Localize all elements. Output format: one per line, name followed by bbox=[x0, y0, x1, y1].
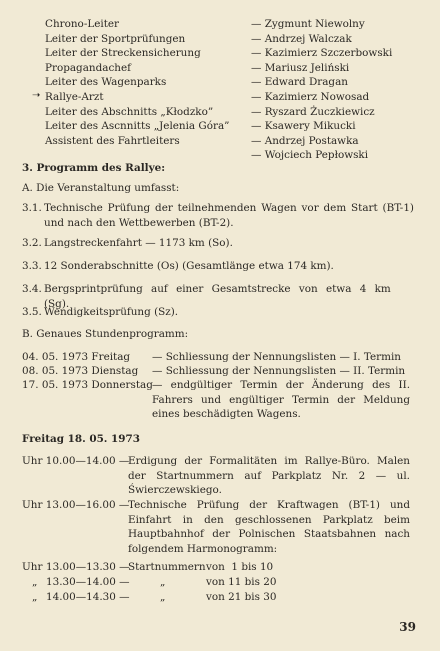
start-time: 13.00—13.30 — bbox=[46, 561, 130, 573]
staff-role: Leiter der Sportprüfungen bbox=[45, 32, 186, 45]
start-range: von 1 bis 10 bbox=[206, 561, 274, 573]
staff-role: Assistent des Fahrtleiters bbox=[45, 134, 180, 147]
start-range: von 21 bis 30 bbox=[206, 591, 277, 603]
item-number: 3.1. bbox=[22, 202, 42, 214]
timeline-date: 08. 05. 1973 Dienstag bbox=[22, 365, 139, 377]
timeline-row bbox=[22, 378, 410, 423]
item-number: 3.2. bbox=[22, 237, 42, 249]
staff-name: — Mariusz Jeliński bbox=[251, 61, 350, 74]
item-number: 3.3. bbox=[22, 260, 42, 272]
program-item bbox=[22, 282, 414, 310]
item-text: Technische Prüfung der teilnehmenden Wagen vor dem Start (BT-1) und nach den Wettbewerben (BT-2). bbox=[44, 202, 414, 229]
staff-name: — Andrzej Walczak bbox=[251, 32, 352, 45]
start-range: von 11 bis 20 bbox=[206, 576, 277, 588]
section-a-title: A. Die Veranstaltung umfasst: bbox=[22, 182, 180, 194]
staff-name: — Andrzej Postawka bbox=[251, 134, 359, 147]
timeline-event: — endgültiger Termin der Änderung des II. Fahrers und engültiger Termin der Meldung eines beschädigten Wagens. bbox=[152, 379, 410, 421]
schedule-entry bbox=[22, 454, 412, 499]
staff-name: — Zygmunt Niewolny bbox=[251, 18, 365, 30]
schedule-time: Uhr 13.00—16.00 — bbox=[22, 499, 130, 511]
schedule-text: Technische Prüfung der Kraftwagen (BT-1) und Einfahrt in den geschlossenen Parkplatz beim Hauptbahnhof der Polnischen Staatsbahnen nach folgendem Harmonogramm: bbox=[128, 499, 410, 555]
item-text: Bergsprintprüfung auf einer Gesamtstrecke von etwa 4 km (Sg). bbox=[44, 283, 391, 310]
staff-name: — Kazimierz Nowosad bbox=[251, 90, 370, 103]
start-label: „ bbox=[160, 591, 166, 603]
schedule-time: Uhr 10.00—14.00 — bbox=[22, 455, 130, 467]
start-time: 14.00—14.30 — bbox=[46, 591, 130, 603]
start-prefix: „ bbox=[32, 576, 38, 588]
item-number: 3.5. bbox=[22, 306, 42, 318]
section-heading: 3. Programm des Rallye: bbox=[22, 162, 166, 174]
staff-name: — Wojciech Pepłowski bbox=[251, 149, 369, 162]
staff-role: Leiter des Wagenparks bbox=[45, 76, 167, 89]
start-number-row bbox=[22, 560, 322, 575]
staff-name: — Ryszard Żuczkiewicz bbox=[251, 105, 375, 118]
start-prefix: „ bbox=[32, 591, 38, 603]
timeline-row bbox=[22, 364, 410, 379]
start-time: 13.30—14.00 — bbox=[46, 576, 130, 588]
staff-role: Rallye-Arzt bbox=[45, 90, 104, 103]
page-number: 39 bbox=[399, 620, 416, 634]
timeline-row bbox=[22, 350, 410, 365]
friday-heading: Freitag 18. 05. 1973 bbox=[22, 433, 140, 445]
pen-mark-icon: ➝ bbox=[32, 89, 41, 101]
start-number-row bbox=[22, 575, 322, 590]
item-text: Wendigkeitsprüfung (Sz). bbox=[44, 306, 179, 318]
staff-name: — Ksawery Mikucki bbox=[251, 120, 356, 133]
program-item bbox=[22, 259, 414, 274]
section-b-title: B. Genaues Stundenprogramm: bbox=[22, 328, 189, 340]
staff-name: — Edward Dragan bbox=[251, 76, 348, 89]
item-number: 3.4. bbox=[22, 283, 42, 295]
program-item bbox=[22, 305, 414, 320]
staff-role: Propagandachef bbox=[45, 61, 131, 74]
staff-role: Leiter der Streckensicherung bbox=[45, 47, 201, 60]
item-text: 12 Sonderabschnitte (Os) (Gesamtlänge etwa 174 km). bbox=[44, 260, 334, 272]
timeline-date: 17. 05. 1973 Donnerstag bbox=[22, 379, 153, 391]
program-item bbox=[22, 236, 414, 251]
start-label: Startnummern bbox=[128, 561, 206, 573]
timeline-event: — Schliessung der Nennungslisten — II. Termin bbox=[152, 365, 406, 377]
start-prefix: Uhr bbox=[22, 561, 43, 573]
schedule-text: Erdigung der Formalitäten im Rallye-Büro. Malen der Startnummern auf Parkplatz Nr. 2 — ul. Świerczewskiego. bbox=[128, 455, 410, 497]
timeline-event: — Schliessung der Nennungslisten — I. Termin bbox=[152, 351, 401, 363]
staff-role: Leiter des Ascnnitts „Jelenia Góra” bbox=[45, 120, 230, 133]
start-label: „ bbox=[160, 576, 166, 588]
schedule-entry bbox=[22, 498, 412, 558]
program-item bbox=[22, 201, 414, 231]
staff-name: — Kazimierz Szczerbowski bbox=[251, 47, 393, 60]
staff-role: Leiter des Abschnitts „Kłodzko” bbox=[45, 105, 214, 118]
item-text: Langstreckenfahrt — 1173 km (So). bbox=[44, 237, 233, 249]
timeline-date: 04. 05. 1973 Freitag bbox=[22, 351, 131, 363]
start-number-row bbox=[22, 590, 322, 605]
staff-role: Chrono-Leiter bbox=[45, 18, 119, 30]
